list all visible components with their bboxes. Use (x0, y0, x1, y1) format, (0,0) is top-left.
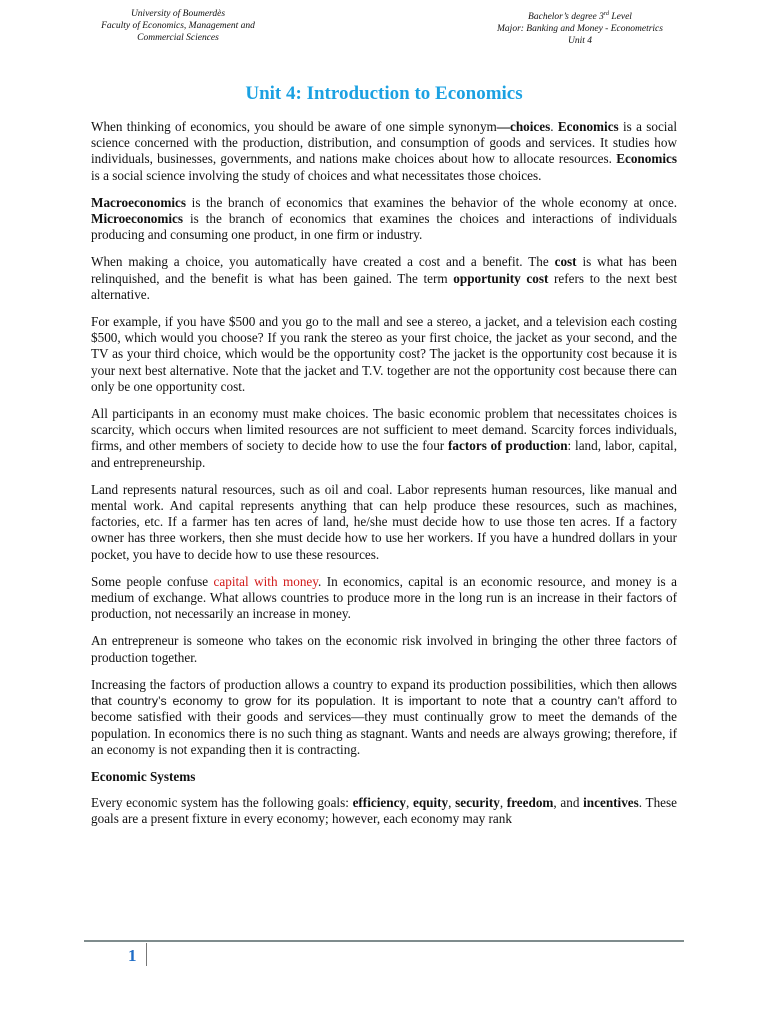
header-right (470, 8, 690, 47)
footer-divider (84, 940, 684, 942)
header-left (68, 8, 288, 44)
paragraph: Increasing the factors of production allows a country to expand its production possibilities, which then allows that country’s economy to grow for its population. It is important to note that a country can’t afford to become satisfied with their goods and services—they must continually grow to meet the demands of the population. In economics there is no such thing as stagnant. Wants and needs are always growing; therefore, if an economy is not expanding then it is contracting. (91, 676, 677, 757)
paragraph: Some people confuse capital with money. In economics, capital is an economic resource, and money is a medium of exchange. What allows countries to produce more in the long run is an increase in their factors of production, not necessarily an increase in money. (91, 573, 677, 622)
document-body (91, 119, 677, 839)
page-number-separator (146, 943, 147, 966)
paragraph: When thinking of economics, you should be aware of one simple synonym—choices. Economics is a social science concerned with the production, distribution, and consumption of goods and services. It studies how individuals, businesses, governments, and nations make choices about how to allocate resources. Economics is a social science involving the study of choices and what necessitates those choices. (91, 119, 677, 183)
paragraph: Land represents natural resources, such as oil and coal. Labor represents human resources, like manual and mental work. And capital represents anything that can help produce these resources, such as machines, factories, etc. If a farmer has ten acres of land, he/she must decide how to use those ten acres. If a factory owner has three workers, then she must decide how to use her workers. If you have a hundred dollars in your pocket, you have to decide how to use these resources. (91, 481, 677, 562)
paragraph: All participants in an economy must make choices. The basic economic problem that necessitates choices is scarcity, which occurs when limited resources are not sufficient to meet demand. Scarcity forces individuals, firms, and other members of society to decide how to use the four factors of production: land, labor, capital, and entrepreneurship. (91, 406, 678, 470)
paragraph: For example, if you have $500 and you go to the mall and see a stereo, a jacket, and a television each costing $500, which would you choose? If you rank the stereo as your first choice, the jacket as your second, and the TV as your third choice, which would be the opportunity cost? The jacket is the opportunity cost because it is your next best alternative. Note that the jacket and T.V. together are not the opportunity cost because there can only be one opportunity cost. (91, 314, 677, 394)
university-name: University of Boumerdès (130, 9, 226, 19)
section-heading: Economic Systems (91, 768, 196, 784)
highlighted-text: capital with money (213, 573, 319, 589)
paragraph: An entrepreneur is someone who takes on the economic risk involved in bringing the other three factors of production together. (91, 633, 677, 665)
paragraph: Every economic system has the following goals: efficiency, equity, security, freedom, and incentives. These goals are a present fixture in every economy; however, each economy may rank (91, 795, 678, 827)
paragraph: Macroeconomics is the branch of economics that examines the behavior of the whole economy at once. Microeconomics is the branch of economics that examines the choices and interactions of individuals producing and consuming one product, in one firm or industry. (91, 194, 677, 243)
faculty-name: Faculty of Economics, Management and (101, 21, 255, 31)
faculty-name-cont: Commercial Sciences (137, 33, 219, 43)
unit-label: Unit 4 (567, 36, 592, 47)
major: Major: Banking and Money - Econometrics (497, 24, 663, 35)
page-title: Unit 4: Introduction to Economics (245, 83, 523, 104)
degree-level: Bachelor’s degree 3rd Level (528, 11, 632, 23)
paragraph: When making a choice, you automatically have created a cost and a benefit. The cost is what has been relinquished, and the benefit is what has been gained. The term opportunity cost refers to the next best alternative. (91, 254, 677, 302)
page-number: 1 (128, 946, 137, 965)
